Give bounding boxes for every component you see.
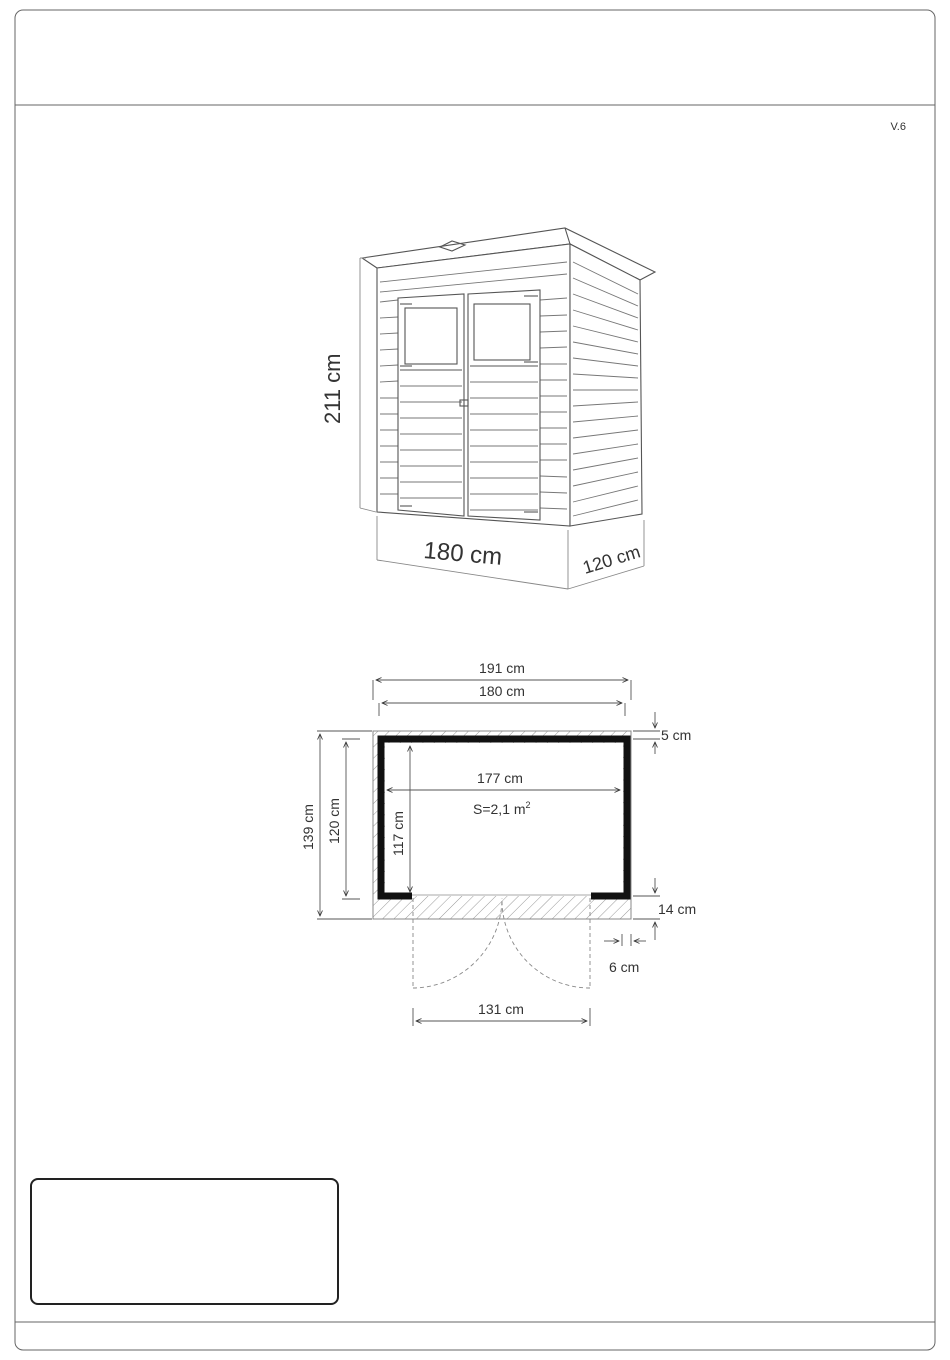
interior-area [385,743,623,896]
door-width-label: 131 cm [478,1001,524,1017]
wall-depth-label: 120 cm [326,798,342,844]
back-overhang-label: 5 cm [661,727,692,743]
version-label: V.6 [890,121,906,133]
depth-label: 120 cm [580,541,643,578]
wall-width-label: 180 cm [479,683,525,699]
interior-depth-label: 117 cm [390,811,406,856]
note-box [30,1178,339,1305]
area-label [473,800,531,817]
area-value: S=2,1 m [473,801,526,817]
width-label: 180 cm [422,537,504,571]
area-unit-superscript: 2 [525,800,531,810]
outer-width-label: 191 cm [479,660,525,676]
outer-depth-label: 139 cm [300,804,316,850]
interior-width-label: 177 cm [477,770,523,786]
front-overhang-label: 14 cm [658,901,697,917]
shed-illustration [362,228,655,526]
side-overhang-label: 6 cm [609,959,640,975]
height-label: 211 cm [320,353,345,424]
